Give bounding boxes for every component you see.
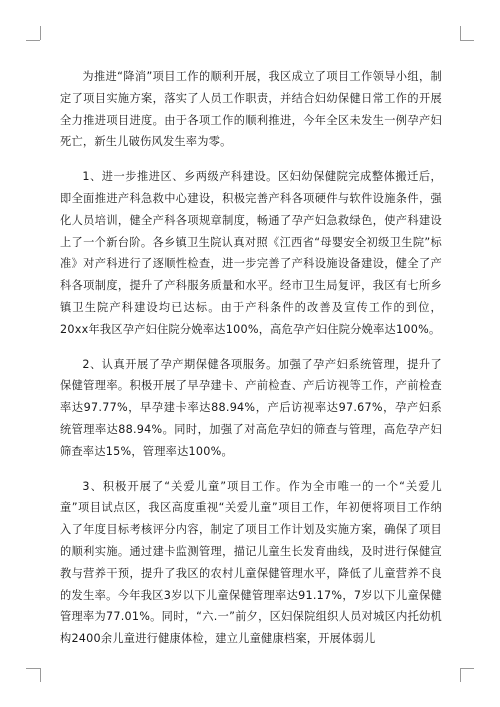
document-body [60, 66, 442, 663]
crop-mark-bottom-left-v [40, 668, 41, 682]
crop-mark-bottom-right-v [460, 668, 461, 682]
paragraph-prenatal-care: 2、认真开展了孕产期保健各项服务。加强了孕产妇系统管理，提升了保健管理率。积极开展了早孕建卡、产前检查、产后访视等工作，产前检查率达97.77%，早孕建卡率达88.94%，产后访视率达97.67%，孕产妇系统管理率达88.94%。同时，加强了对高危孕妇的筛查与管理，高危孕产妇筛查率达15%，管理率达100%。 [60, 357, 442, 458]
crop-mark-top-left-h [26, 40, 40, 41]
crop-mark-top-left-v [40, 26, 41, 40]
paragraph-obstetric-construction: 1、进一步推进区、乡两级产科建设。区妇幼保健院完成整体搬迁后，即全面推进产科急救中心建设，积极完善产科各项硬件与软件设施条件，强化人员培训，健全产科各项规章制度，畅通了孕产妇急救绿色，使产科建设上了一个新台阶。各乡镇卫生院认真对照《江西省“母婴安全初级卫生院”标准》对产科进行了逐顺性检查，进一步完善了产科设施设备建设，健全了产科各项制度，提升了产科服务质量和水平。经市卫生局复评，我区有七所乡镇卫生院产科建设均已达标。由于产科条件的改善及宣传工作的到位，20xx年我区孕产妇住院分娩率达100%，高危孕产妇住院分娩率达100%。 [60, 170, 442, 336]
paragraph-intro: 为推进“降消”项目工作的顺利开展，我区成立了项目工作领导小组，制定了项目实施方案，落实了人员工作职责，并结合妇幼保健日常工作的开展全力推进项目进度。由于各项工作的顺利推进，今年全区未发生一例孕产妇死亡，新生儿破伤风发生率为零。 [60, 70, 442, 149]
crop-mark-top-right-h [460, 40, 474, 41]
crop-mark-bottom-left-h [26, 668, 40, 669]
paragraph-child-care-project: 3、积极开展了“关爱儿童”项目工作。作为全市唯一的一个“关爱儿童”项目试点区，我区高度重视“关爱儿童”项目工作，年初便将项目工作纳入了年度目标考核评分内容，制定了项目工作计划及实施方案，确保了项目的顺利实施。通过建卡监测管理，描记儿童生长发育曲线，及时进行保健宣教与营养干预，提升了我区的农村儿童保健管理水平，降低了儿童营养不良的发生率。今年我区3岁以下儿童保健管理率达91.17%，7岁以下儿童保健管理率为77.01%。同时，“六.一”前夕，区妇保院组织人员对城区内托幼机构2400余儿童进行健康体检，建立儿童健康档案，开展体弱儿 [60, 479, 442, 646]
crop-mark-bottom-right-h [460, 668, 474, 669]
crop-mark-top-right-v [460, 26, 461, 40]
